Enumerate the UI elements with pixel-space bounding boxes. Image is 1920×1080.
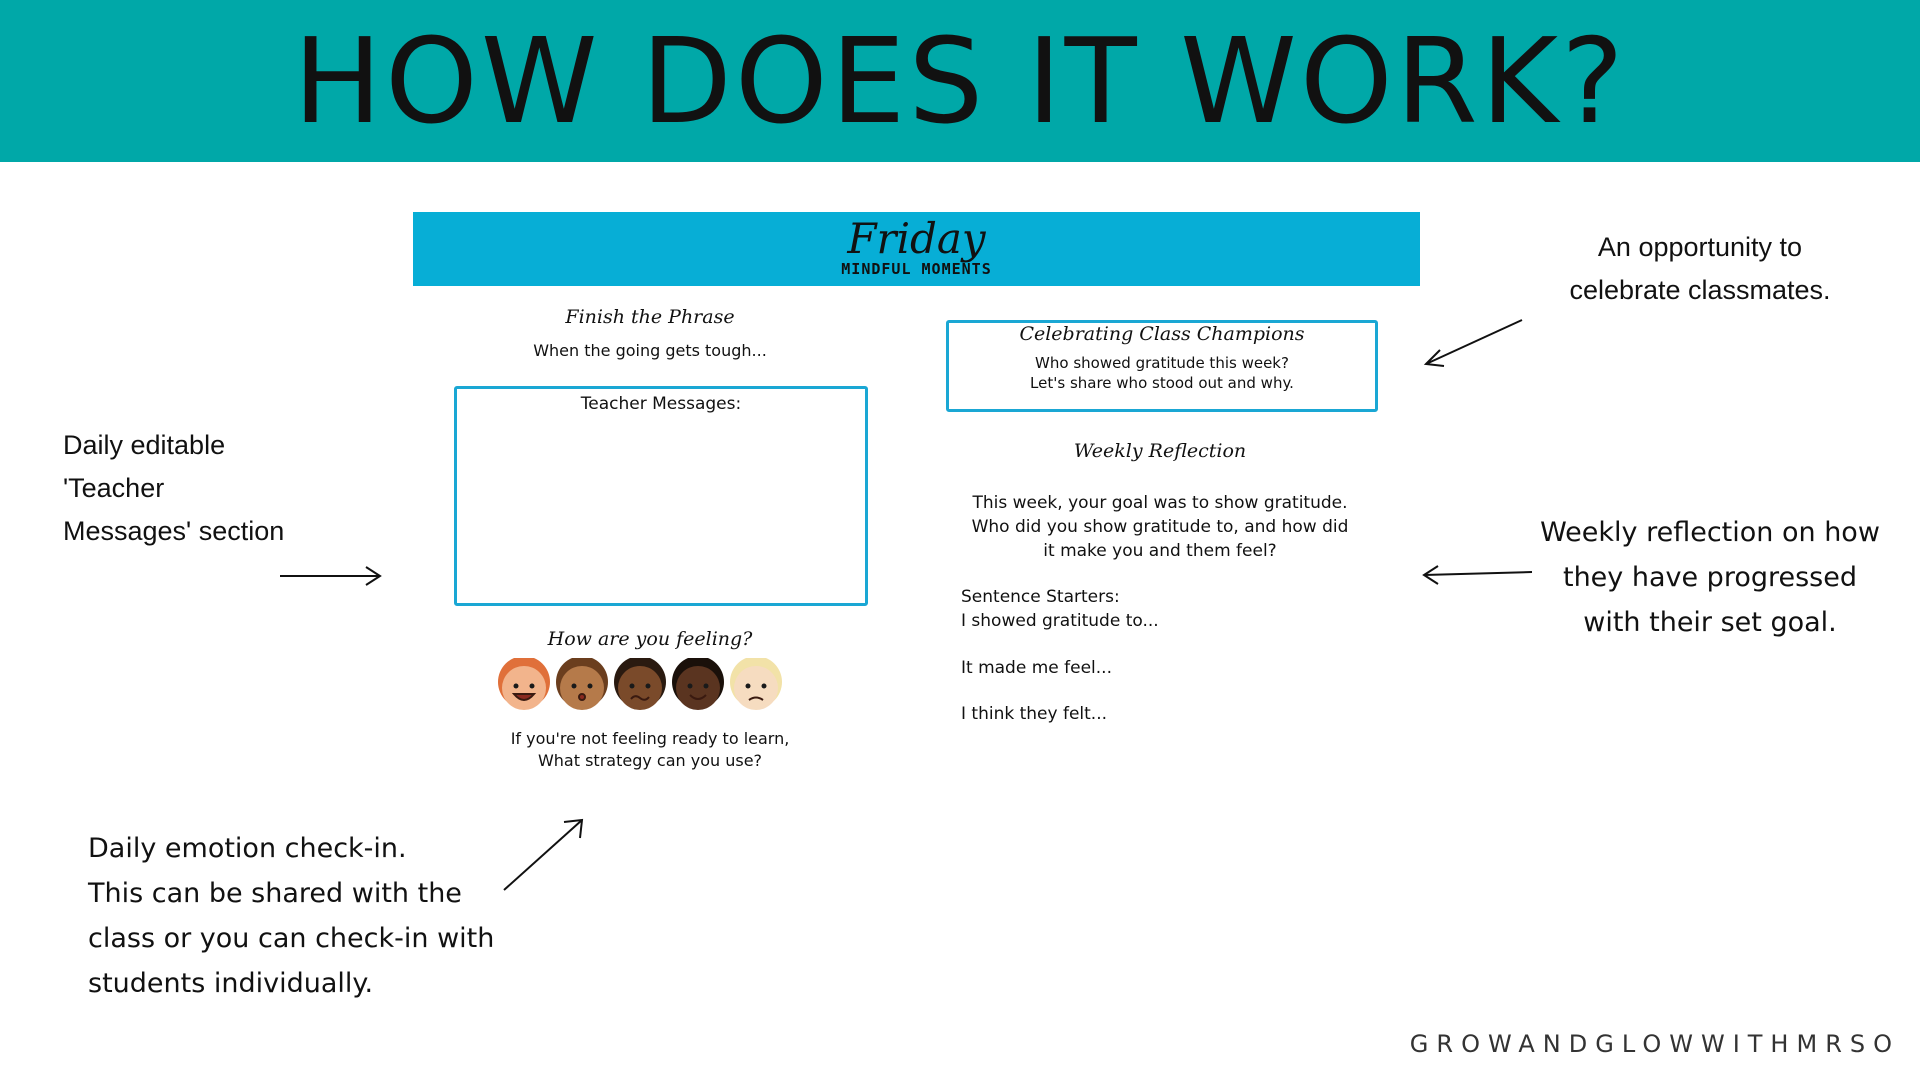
champions-title: Celebrating Class Champions — [1019, 323, 1305, 345]
starter-1: I showed gratitude to... — [961, 610, 1159, 631]
feeling-line-2: What strategy can you use? — [537, 750, 763, 770]
day-subtitle: MINDFUL MOMENTS — [841, 260, 992, 278]
annotation-celebrate-line-1: An opportunity to — [1597, 232, 1803, 262]
face-icon — [494, 658, 554, 714]
annotation-celebrate — [1500, 226, 1900, 312]
footer-brand: GROWANDGLOWWITHMRSO — [1409, 1030, 1900, 1058]
day-header — [413, 212, 1420, 286]
annotation-emotion — [88, 826, 568, 1006]
champions-box — [946, 320, 1378, 412]
annotation-reflection-line-1: Weekly reflection on how — [1540, 517, 1880, 548]
reflection-line-3: it make you and them feel? — [1043, 540, 1277, 561]
face-icon — [726, 658, 786, 714]
page-title: HOW DOES IT WORK? — [293, 12, 1627, 150]
annotation-emotion-line-1: Daily emotion check-in. — [88, 833, 407, 864]
reflection-text — [940, 492, 1380, 563]
arrow-right-icon — [278, 564, 388, 588]
teacher-messages-box[interactable] — [454, 386, 868, 606]
teacher-messages-label: Teacher Messages: — [580, 394, 742, 414]
reflection-title: Weekly Reflection — [1073, 440, 1247, 462]
champions-text — [949, 353, 1375, 394]
annotation-reflection — [1510, 510, 1910, 645]
title-banner — [0, 0, 1920, 162]
annotation-reflection-line-2: they have progressed — [1562, 562, 1857, 593]
starter-3: I think they felt... — [961, 704, 1108, 725]
starter-2: It made me feel... — [961, 657, 1112, 678]
day-title: Friday — [847, 214, 986, 263]
annotation-reflection-line-3: with their set goal. — [1583, 607, 1837, 638]
champions-line-2: Let's share who stood out and why. — [1030, 374, 1294, 393]
phrase-title: Finish the Phrase — [565, 306, 735, 328]
feeling-line-1: If you're not feeling ready to learn, — [510, 729, 790, 748]
phrase-text: When the going gets tough... — [533, 341, 767, 360]
face-icon — [610, 658, 670, 714]
face-icon — [668, 658, 728, 714]
face-icon — [552, 658, 612, 714]
starters-title: Sentence Starters: — [961, 587, 1120, 607]
annotation-teacher — [63, 424, 383, 553]
faces-row — [494, 658, 804, 714]
feeling-title: How are you feeling? — [547, 628, 753, 650]
arrow-left-icon — [1420, 562, 1535, 586]
arrow-left-icon — [1420, 316, 1530, 378]
feeling-question — [450, 728, 850, 771]
annotation-teacher-line-3: Messages' section — [63, 516, 285, 546]
annotation-emotion-line-4: students individually. — [88, 968, 374, 999]
annotation-teacher-line-2: 'Teacher — [63, 473, 165, 503]
champions-line-1: Who showed gratitude this week? — [1035, 354, 1289, 372]
annotation-emotion-line-2: This can be shared with the — [88, 878, 462, 909]
sentence-starters — [961, 586, 1381, 727]
reflection-line-1: This week, your goal was to show gratitude. — [972, 493, 1348, 513]
reflection-line-2: Who did you show gratitude to, and how did — [971, 516, 1349, 537]
annotation-teacher-line-1: Daily editable — [63, 430, 226, 460]
annotation-celebrate-line-2: celebrate classmates. — [1569, 275, 1831, 305]
arrow-up-right-icon — [502, 816, 586, 894]
annotation-emotion-line-3: class or you can check-in with — [88, 923, 495, 954]
